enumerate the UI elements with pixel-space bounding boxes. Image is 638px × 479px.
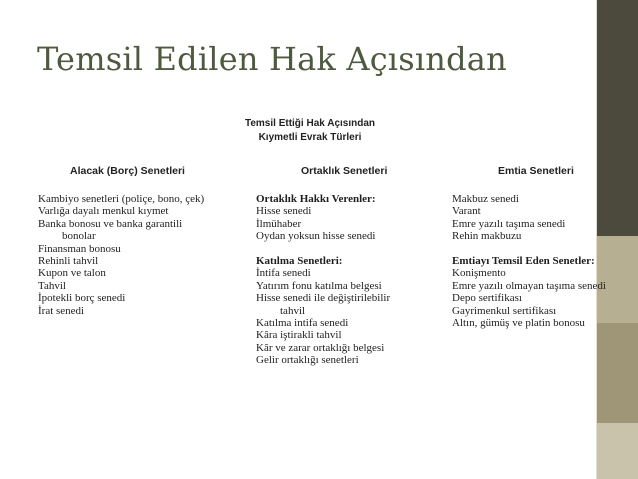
list-item: İrat senedi xyxy=(38,304,85,317)
group-title-katilma: Katılma Senetleri: xyxy=(256,255,343,268)
list-item: Konişmento xyxy=(452,267,506,280)
list-item: Hisse senedi xyxy=(256,205,312,218)
column-alacak xyxy=(38,193,243,317)
list-item: Gelir ortaklığı senetleri xyxy=(256,354,359,367)
column-header-alacak: Alacak (Borç) Senetleri xyxy=(70,165,185,177)
list-item: Altın, gümüş ve platin bonosu xyxy=(452,317,585,330)
list-item: Varant xyxy=(452,205,481,218)
column-header-emtia: Emtia Senetleri xyxy=(498,165,574,177)
list-item: Banka bonosu ve banka garantili xyxy=(38,217,183,230)
list-item: Rehin makbuzu xyxy=(452,230,522,243)
column-header-ortaklik: Ortaklık Senetleri xyxy=(301,165,388,177)
column-ortaklik xyxy=(256,193,446,367)
slide-title: Temsil Edilen Hak Açısından xyxy=(37,40,507,78)
side-bar-accent-band xyxy=(597,323,638,423)
group-title-emtiayi-temsil: Emtiayı Temsil Eden Senetler: xyxy=(452,255,595,268)
list-item: İpotekli borç senedi xyxy=(38,292,126,305)
list-item: Emre yazılı taşıma senedi xyxy=(452,217,566,230)
list-item: Finansman bonosu xyxy=(38,242,121,255)
list-item: Tahvil xyxy=(38,279,66,292)
list-item: Yatırım fonu katılma belgesi xyxy=(256,279,382,292)
list-item: İntifa senedi xyxy=(256,267,311,280)
list-item: tahvil xyxy=(280,304,306,317)
list-item: Kâra iştirakli tahvil xyxy=(256,329,342,342)
list-item: Rehinli tahvil xyxy=(38,255,99,268)
table-heading-line-2: Kıymetli Evrak Türleri xyxy=(258,132,362,143)
list-item: Hisse senedi ile değiştirilebilir xyxy=(256,292,391,305)
list-item: Kupon ve talon xyxy=(38,267,106,280)
list-item: bonolar xyxy=(62,230,96,243)
list-item: Makbuz senedi xyxy=(452,193,519,205)
list-item: Kambiyo senetleri (poliçe, bono, çek) xyxy=(38,193,205,205)
list-item: İlmühaber xyxy=(256,217,302,230)
column-emtia xyxy=(452,193,637,329)
list-item: Depo sertifikası xyxy=(452,292,522,305)
group-title-ortaklik-hakki: Ortaklık Hakkı Verenler: xyxy=(256,193,376,205)
table-heading-line-1: Temsil Ettiği Hak Açısından xyxy=(244,118,376,129)
list-item: Gayrimenkul sertifikası xyxy=(452,304,557,317)
list-item: Katılma intifa senedi xyxy=(256,317,349,330)
list-item: Oydan yoksun hisse senedi xyxy=(256,230,376,243)
list-item: Varlığa dayalı menkul kıymet xyxy=(38,205,169,218)
table-heading xyxy=(240,117,380,145)
list-item: Emre yazılı olmayan taşıma senedi xyxy=(452,279,606,292)
list-item: Kâr ve zarar ortaklığı belgesi xyxy=(256,341,385,354)
